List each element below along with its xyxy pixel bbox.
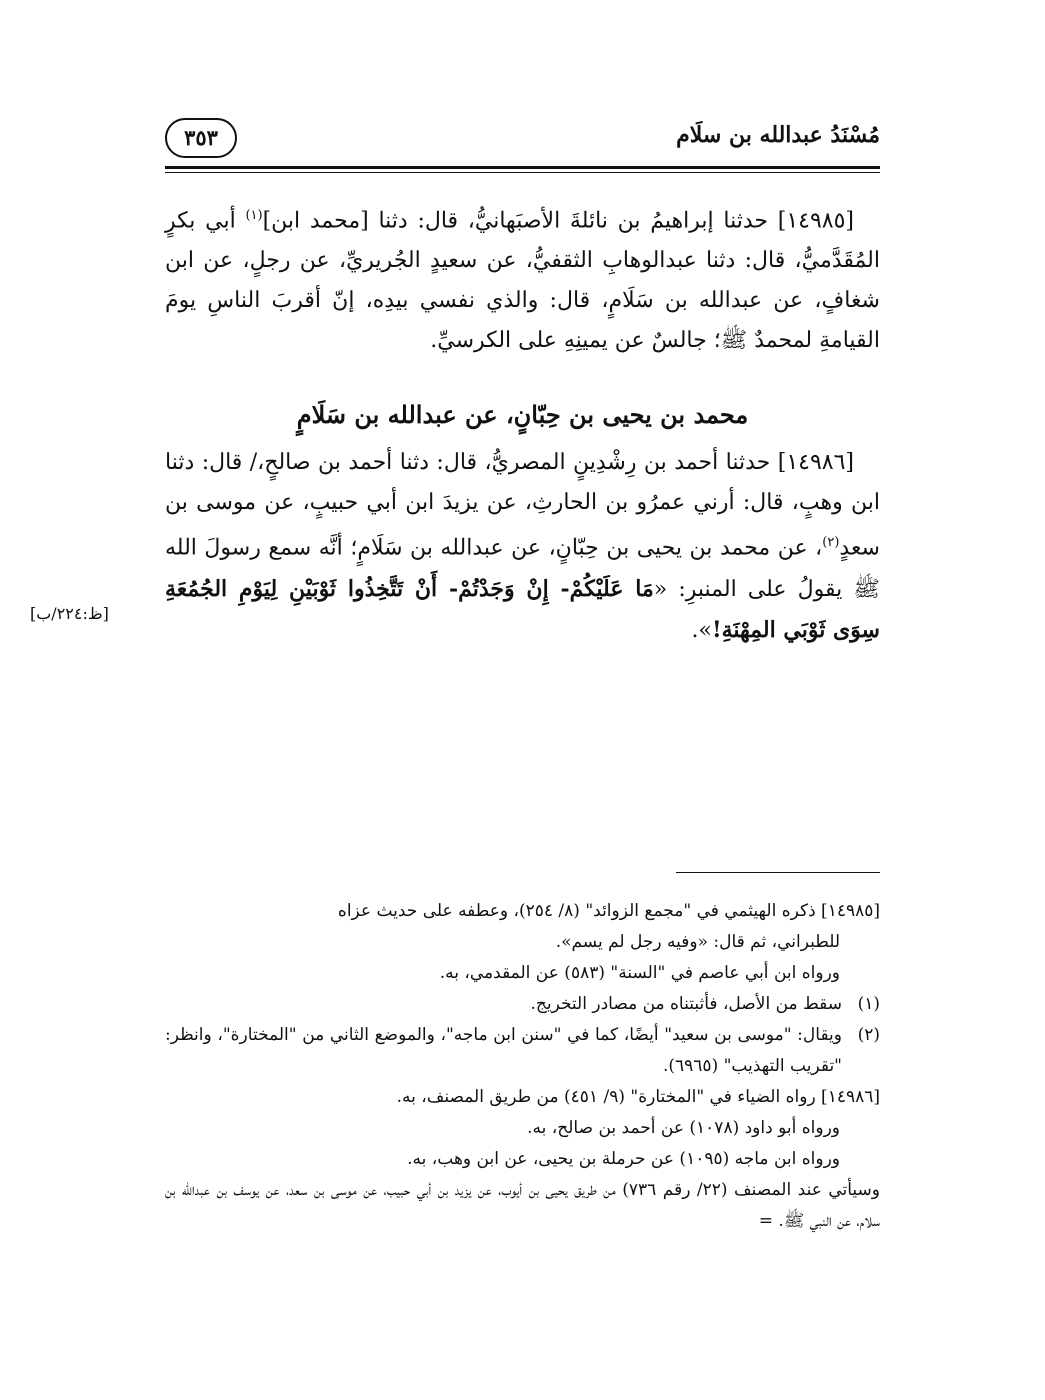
hadith-paragraph-14986 bbox=[165, 443, 880, 650]
paragraph-text: حدثنا أحمد بن رِشْدِينٍ المصريُّ، قال: دثنا أحمد بن صالحٍ،/ قال: دثنا ابن وهبٍ، قال: أرني عمرُو بن الحارثِ، عن يزيدَ ابن أبي حبيبٍ، عن موسى بن سعدٍ bbox=[165, 450, 880, 561]
footnote-line: ورواه ابن ماجه (١٠٩٥) عن حرملة بن يحيى، عن ابن وهب، به. bbox=[407, 1149, 840, 1169]
footnote-ref: (١) bbox=[245, 208, 263, 223]
footnote-1 bbox=[165, 989, 880, 1020]
footnote-ref: (٢) bbox=[822, 535, 840, 551]
running-title: مُسْنَدُ عبدالله بن سلَام bbox=[676, 122, 880, 148]
section-heading: محمد بن يحيى بن حِبّانٍ، عن عبدالله بن سَلَامٍ bbox=[296, 400, 749, 430]
footnote-line: ورواه ابن أبي عاصم في "السنة" (٥٨٣) عن المقدمي، به. bbox=[439, 963, 840, 983]
paragraph-text: حدثنا إبراهيمُ بن نائلةَ الأصبَهانيُّ، قال: دثنا [محمد ابن] bbox=[262, 208, 778, 234]
manuscript-margin-note: [ظ:٢٢٤/ب] bbox=[30, 604, 109, 623]
hadith-number: [١٤٩٨٦] bbox=[777, 450, 854, 476]
paragraph-text: ». bbox=[691, 617, 712, 643]
footnote-separator bbox=[676, 872, 880, 873]
footnote-marker: (٢) bbox=[857, 1025, 880, 1045]
footnote-line: وسيأتي عند المصنف (٢٢/ رقم ٧٣٦) من طريق يحيى بن أيوب، عن يزيد بن أبي حبيب، عن موسى بن سعد، عن يوسف بن عبدالله بن سلام، عن النبي ﷺ. = bbox=[165, 1180, 880, 1231]
hadith-paragraph-14985 bbox=[165, 196, 880, 361]
page-number: ٣٥٣ bbox=[165, 118, 237, 158]
hadith-text: مَا عَلَيْكُمْ- إِنْ وَجَدْتُمْ- أَنْ تَتَّخِذُوا ثَوْبَيْنِ لِيَوْمِ الجُمُعَةِ سِوَى ثَوْبَي المِهْنَةِ! bbox=[165, 575, 880, 643]
paragraph-text: ، عن محمد بن يحيى بن حِبّانٍ، عن عبدالله بن سَلَامٍ؛ أنَّه سمع رسولَ الله ﷺ يقولُ على المنبرِ: « bbox=[165, 535, 880, 602]
footnote-line: [١٤٩٨٦] رواه الضياء في "المختارة" (٩/ ٤٥١) من طريق المصنف، به. bbox=[396, 1087, 880, 1107]
hadith-number: [١٤٩٨٥] bbox=[777, 208, 854, 234]
header-rule-thick bbox=[165, 166, 880, 169]
footnote-marker: (١) bbox=[857, 994, 880, 1014]
header-rule-thin bbox=[165, 172, 880, 173]
page-header bbox=[165, 108, 880, 164]
footnote-text: ويقال: "موسى بن سعيد" أيضًا، كما في "سنن ابن ماجه"، والموضع الثاني من "المختارة"، وانظر: "تقريب التهذيب" (٦٩٦٥). bbox=[165, 1025, 842, 1076]
footnotes bbox=[165, 896, 880, 1237]
footnote-text: سقط من الأصل، فأثبتناه من مصادر التخريج. bbox=[530, 994, 842, 1014]
footnote-line: للطبراني، ثم قال: «وفيه رجل لم يسم». bbox=[555, 932, 840, 952]
paragraph-text: أبي بكرٍ المُقَدَّميُّ، قال: دثنا عبدالوهابِ الثقفيُّ، عن سعيدٍ الجُريريِّ، عن رجلٍ، عن ابن شغافٍ، عن عبدالله بن سَلَامٍ، قال: والذي نفسي بيدِه، إنّ أقربَ الناسِ يومَ القيامةِ لمحمدٌ ﷺ؛ جالسٌ عن يمينِهِ على الكرسيِّ. bbox=[165, 208, 880, 354]
main-text bbox=[165, 196, 880, 651]
footnote-2 bbox=[165, 1020, 880, 1082]
footnote-line: ورواه أبو داود (١٠٧٨) عن أحمد بن صالح، به. bbox=[527, 1118, 840, 1138]
footnote-line: [١٤٩٨٥] ذكره الهيثمي في "مجمع الزوائد" (٨/ ٢٥٤)، وعطفه على حديث عزاه bbox=[337, 901, 880, 921]
